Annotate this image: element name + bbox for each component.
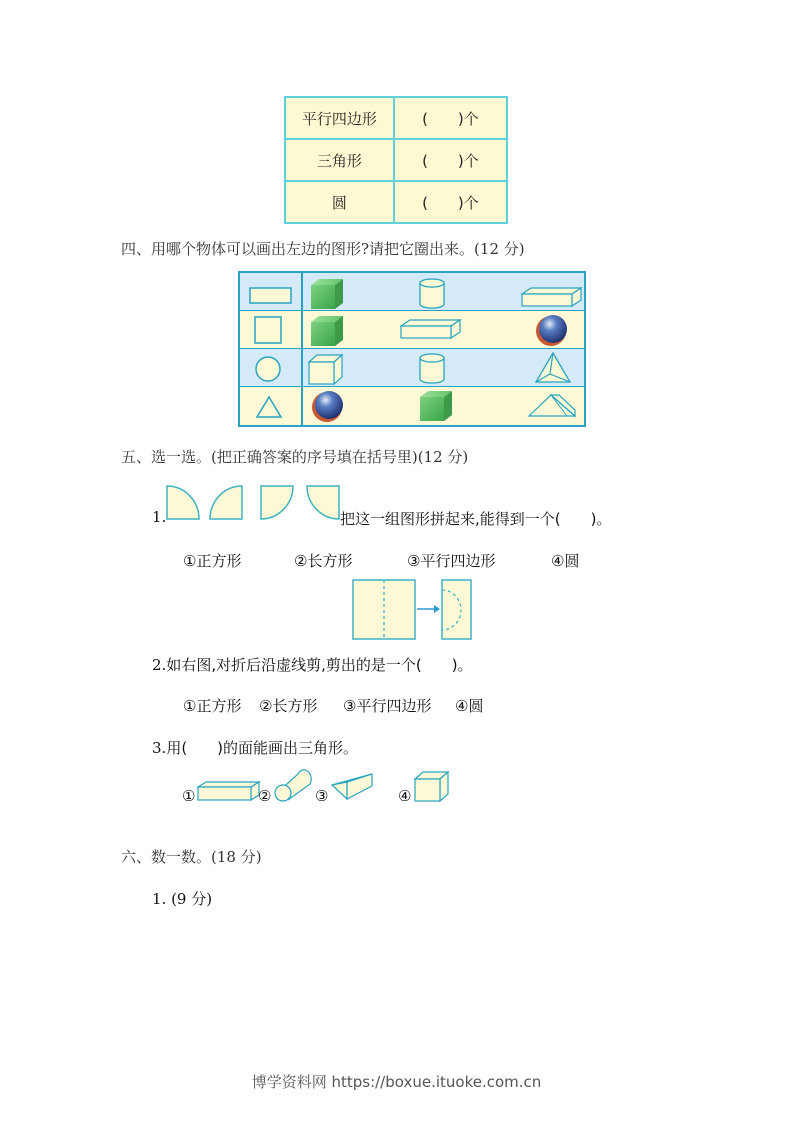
q2-option-2[interactable]: ②长方形 — [259, 697, 318, 715]
section-5-title: 五、选一选。(把正确答案的序号填在括号里)(12 分) — [121, 448, 469, 466]
shape-name-cell: 圆 — [285, 181, 394, 223]
square-icon — [254, 316, 284, 346]
shape-name-cell: 平行四边形 — [285, 97, 394, 139]
question-2-text: 如右图,对折后沿虚线剪,剪出的是一个( )。 — [166, 656, 473, 674]
cylinder-icon[interactable] — [417, 276, 447, 310]
q1-option-3[interactable]: ③平行四边形 — [407, 552, 496, 570]
q1-option-2[interactable]: ②长方形 — [294, 552, 353, 570]
column-divider — [301, 349, 303, 386]
cuboid-icon[interactable] — [400, 318, 462, 340]
green-cube-icon[interactable] — [309, 277, 345, 311]
shapes-objects-table — [238, 271, 586, 427]
footer-watermark: 博学资料网 https://boxue.ituoke.com.cn — [251, 1073, 542, 1091]
q3-option-4[interactable]: ④ — [398, 787, 412, 805]
q2-option-4[interactable]: ④圆 — [455, 697, 484, 715]
shape-row-triangle — [240, 387, 584, 425]
shape-count-table — [284, 96, 508, 224]
shape-row-square — [240, 311, 584, 349]
question-3 — [152, 737, 358, 758]
shape-row-circle — [240, 349, 584, 387]
question-1-text: 把这一组图形拼起来,能得到一个( )。 — [340, 510, 612, 528]
section-6-question-1: 1. (9 分) — [152, 890, 213, 908]
triangle-icon — [255, 395, 283, 419]
q1-option-1[interactable]: ①正方形 — [183, 552, 242, 570]
section-6-title: 六、数一数。(18 分) — [121, 848, 262, 866]
sphere-icon[interactable] — [311, 390, 345, 424]
q3-option-3[interactable]: ③ — [315, 787, 329, 805]
triangular-prism-icon[interactable] — [527, 392, 577, 420]
answer-blank-cell[interactable]: ( )个 — [394, 97, 507, 139]
section-4-title: 四、用哪个物体可以画出左边的图形?请把它圈出来。(12 分) — [121, 240, 525, 258]
triangular-pyramid-icon[interactable] — [534, 352, 572, 384]
question-1-number: 1. — [152, 508, 167, 526]
column-divider — [301, 273, 303, 310]
green-cube-icon[interactable] — [309, 314, 345, 348]
sphere-icon[interactable] — [535, 314, 569, 348]
cuboid-option-icon — [197, 780, 261, 802]
question-2-number: 2. — [152, 656, 167, 674]
q3-option-2[interactable]: ② — [258, 787, 272, 805]
wire-cube-icon[interactable] — [307, 353, 345, 387]
q3-option-1[interactable]: ① — [182, 787, 196, 805]
question-3-text: 用( )的面能画出三角形。 — [166, 739, 359, 757]
question-3-number: 3. — [152, 739, 167, 757]
q1-option-4[interactable]: ④圆 — [551, 552, 580, 570]
rectangle-icon — [249, 287, 293, 305]
table-row — [285, 181, 507, 223]
q2-option-1[interactable]: ①正方形 — [183, 697, 242, 715]
cuboid-icon[interactable] — [521, 286, 583, 308]
cylinder-option-icon — [272, 768, 314, 802]
green-cube-icon[interactable] — [418, 389, 454, 423]
cylinder-icon[interactable] — [417, 351, 447, 385]
column-divider — [301, 387, 303, 425]
table-row — [285, 139, 507, 181]
circle-icon — [254, 355, 282, 383]
answer-blank-cell[interactable]: ( )个 — [394, 139, 507, 181]
q2-option-3[interactable]: ③平行四边形 — [343, 697, 432, 715]
fold-cut-figure — [350, 578, 476, 642]
table-row — [285, 97, 507, 139]
shape-row-rectangle — [240, 273, 584, 311]
quarter-circles-figure — [164, 484, 344, 524]
triangular-prism-option-icon — [330, 772, 374, 802]
cube-option-icon — [413, 770, 451, 804]
column-divider — [301, 311, 303, 348]
question-2 — [152, 654, 473, 675]
answer-blank-cell[interactable]: ( )个 — [394, 181, 507, 223]
shape-name-cell: 三角形 — [285, 139, 394, 181]
